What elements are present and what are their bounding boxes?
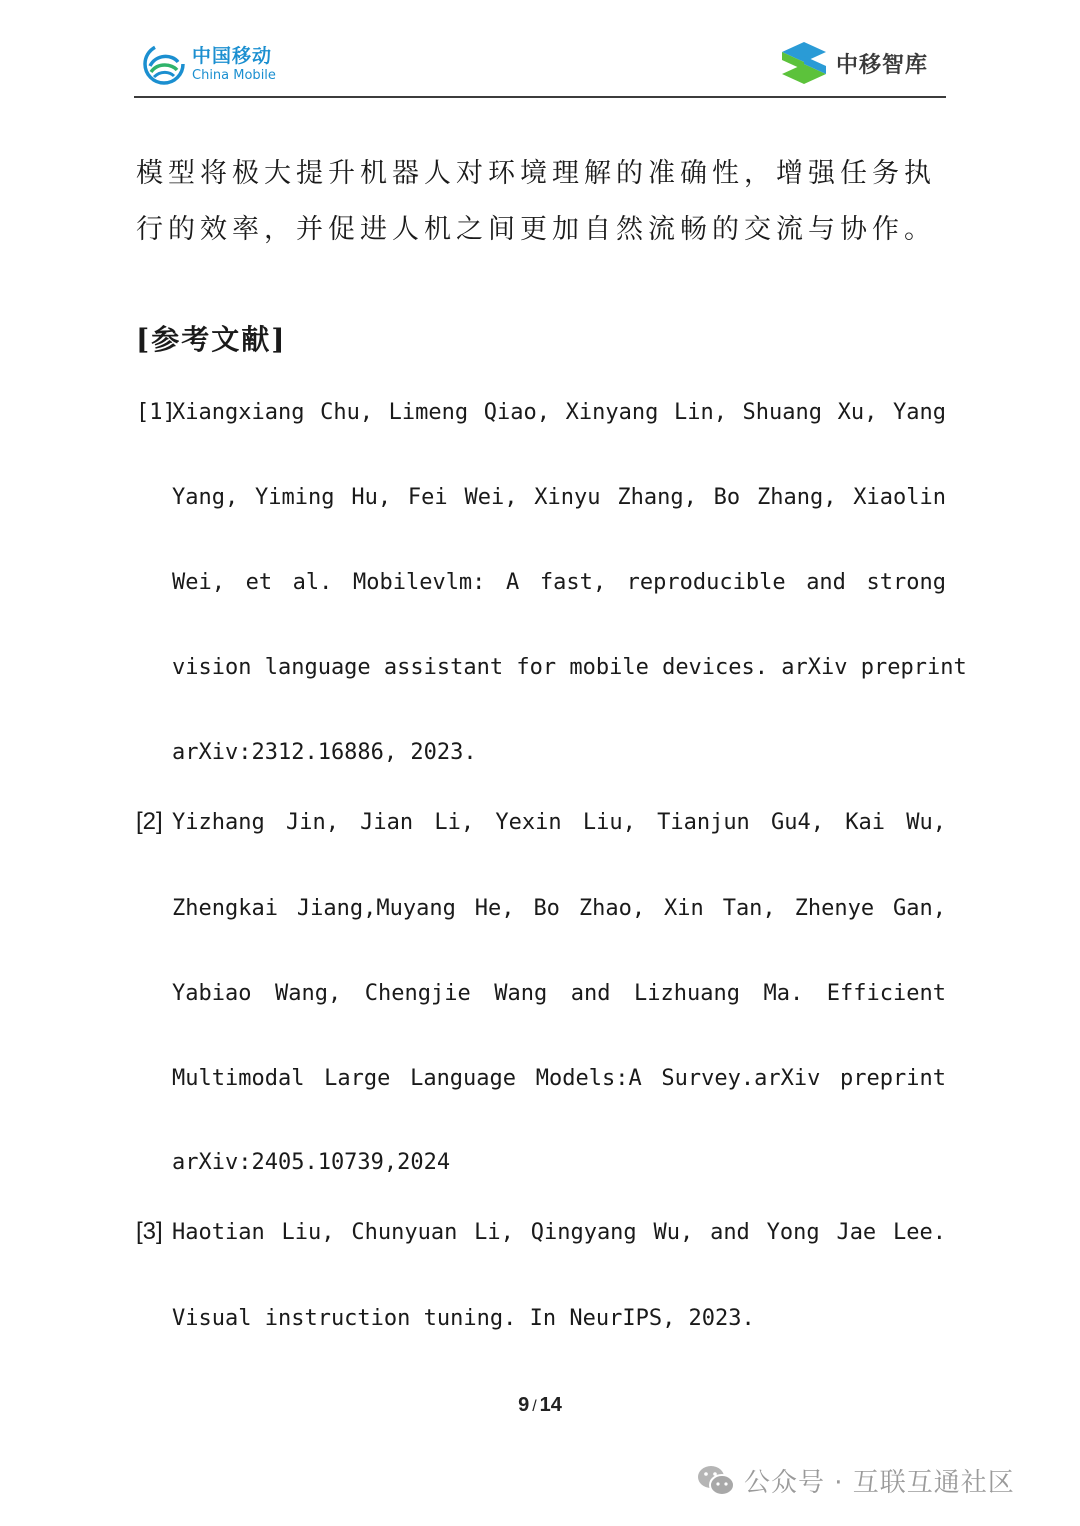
references-heading: [参考文献]: [136, 323, 287, 356]
reference-line: Yabiao Wang, Chengjie Wang and Lizhuang Ma. Efficient: [172, 981, 946, 1006]
page-header: [0, 0, 1080, 100]
zhiku-name: 中移智库: [836, 52, 929, 78]
china-mobile-zh: 中国移动: [192, 44, 273, 67]
reference-line: arXiv:2312.16886, 2023.: [172, 740, 477, 765]
current-page: 9: [518, 1394, 530, 1416]
reference-line: Wei, et al. Mobilevlm: A fast, reproducible and strong: [172, 570, 946, 595]
reference-number: [2]: [136, 808, 163, 835]
china-mobile-logo: [142, 42, 276, 86]
reference-number: [1]: [136, 400, 176, 425]
wechat-watermark: [696, 1462, 1015, 1499]
wechat-icon: [696, 1463, 736, 1499]
zhiku-s-icon: [778, 40, 830, 86]
reference-line: Zhengkai Jiang,Muyang He, Bo Zhao, Xin Tan, Zhenye Gan,: [172, 896, 946, 921]
reference-line: Visual instruction tuning. In NeurIPS, 2023.: [172, 1306, 755, 1331]
reference-line: arXiv:2405.10739,2024: [172, 1150, 451, 1175]
reference-line: Multimodal Large Language Models:A Survey.arXiv preprint: [172, 1066, 946, 1091]
watermark-text: 公众号 · 互联互通社区: [744, 1468, 1015, 1498]
reference-line: Yang, Yiming Hu, Fei Wei, Xinyu Zhang, Bo Zhang, Xiaolin: [172, 485, 946, 510]
body-paragraph: 模型将极大提升机器人对环境理解的准确性，增强任务执行的效率，并促进人机之间更加自然流畅的交流与协作。: [136, 158, 936, 245]
total-pages: 14: [539, 1394, 562, 1416]
china-mobile-en: China Mobile: [192, 67, 276, 83]
page-number: [0, 1394, 1080, 1417]
reference-number: [3]: [136, 1218, 163, 1245]
reference-line: vision language assistant for mobile devices. arXiv preprint: [172, 655, 967, 680]
reference-line: Yizhang Jin, Jian Li, Yexin Liu, Tianjun Gu4, Kai Wu,: [172, 810, 946, 835]
china-mobile-swirl-icon: [142, 42, 186, 86]
reference-line: Xiangxiang Chu, Limeng Qiao, Xinyang Lin, Shuang Xu, Yang: [172, 400, 946, 425]
header-divider: [134, 96, 946, 98]
page-separator: /: [532, 1398, 537, 1415]
zhiku-logo: [778, 40, 928, 86]
reference-line: Haotian Liu, Chunyuan Li, Qingyang Wu, and Yong Jae Lee.: [172, 1220, 946, 1245]
